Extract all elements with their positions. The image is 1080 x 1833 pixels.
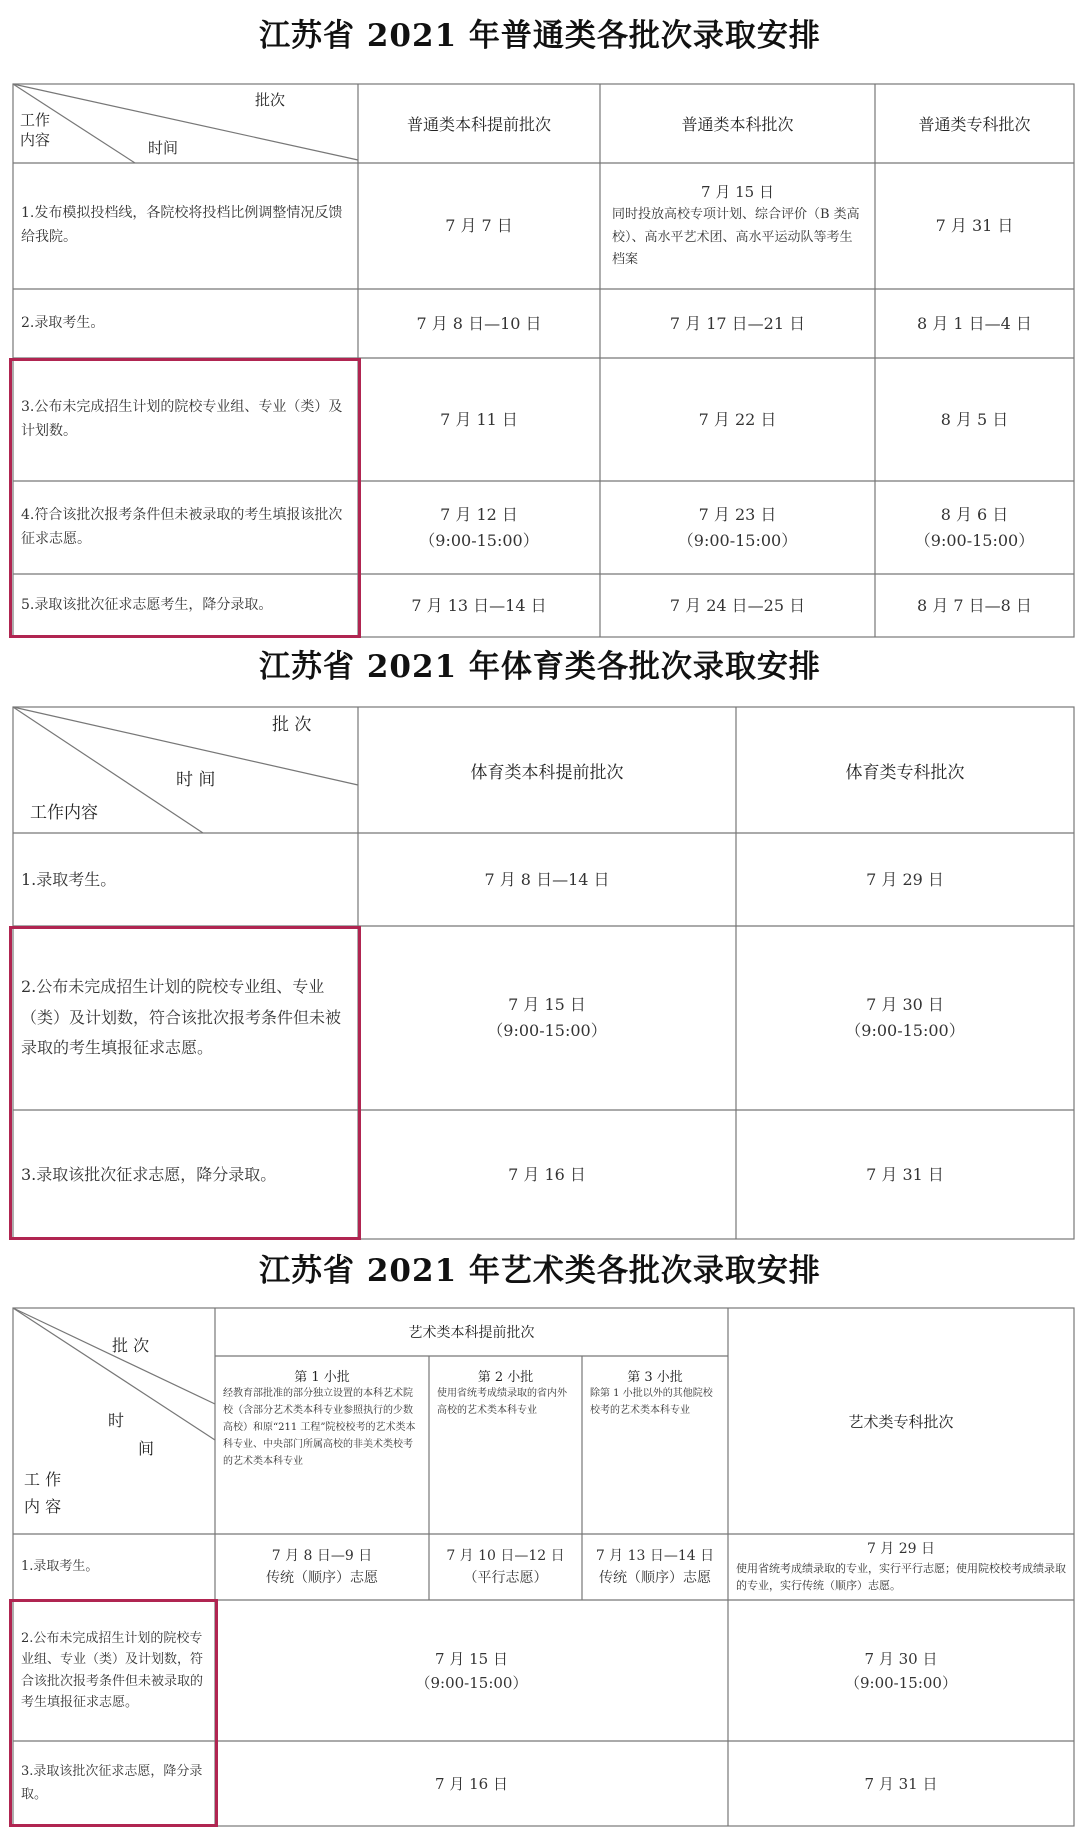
- t1-corner-work: 工作 内容: [20, 111, 51, 149]
- t2-header-zk: 体育类专科批次: [845, 762, 965, 783]
- t1-row3-c2: 7 月 22 日: [698, 409, 777, 429]
- t1-row1-c3: 7 月 31 日: [935, 216, 1014, 236]
- t3-row3-work: 3.录取该批次征求志愿，降分录取。: [21, 1764, 203, 1802]
- t3-corner-work1: 工 作: [24, 1470, 62, 1489]
- t1-header-bk-early: 普通类本科提前批次: [406, 115, 551, 134]
- t2-row3-c2: 7 月 31 日: [866, 1164, 944, 1184]
- t3-sub1-desc: 经教育部批准的部分独立设置的本科艺术院校（含部分艺术类本科专业参照执行的少数高校）和原“211 工程”院校校考的艺术类本科专业、中央部门所属高校的非美术类校考的艺术类本科专业: [223, 1388, 416, 1467]
- t1-corner-time: 时间: [148, 139, 179, 157]
- t1-row4-c1-date: 7 月 12 日: [440, 504, 518, 524]
- t2-row3-work: 3.录取该批次征求志愿，降分录取。: [21, 1164, 277, 1184]
- t1-row4-c3-date: 8 月 6 日: [940, 504, 1009, 524]
- t1-row4-c2: [600, 481, 875, 574]
- t3-row2-work: 2.公布未完成招生计划的院校专业组、专业（类）及计划数，符合该批次报考条件但未被录取的考生填报征求志愿。: [21, 1630, 204, 1710]
- t1-row1-c1: 7 月 7 日: [445, 216, 513, 236]
- t3-sub2-desc: 使用省统考成绩录取的省内外高校的艺术类本科专业: [437, 1388, 567, 1416]
- t2-corner-time: 时 间: [176, 770, 216, 790]
- t1-row4-work: 4.符合该批次报考条件但未被录取的考生填报该批次征求志愿。: [21, 506, 343, 547]
- t2-row1-c2: 7 月 29 日: [866, 869, 944, 889]
- t3-sub2-header: [429, 1356, 582, 1534]
- t3-row2-c1-time: （9:00-15:00）: [415, 1673, 528, 1692]
- t1-row2-c3: 8 月 1 日—4 日: [917, 313, 1032, 333]
- t2-row3-c1: 7 月 16 日: [508, 1164, 586, 1184]
- t2-row2-c1-time: （9:00-15:00）: [487, 1021, 607, 1040]
- t3-header-zk: 艺术类专科批次: [848, 1412, 954, 1431]
- t1-row5-c3: 8 月 7 日—8 日: [917, 595, 1032, 615]
- t3-corner-time1: 时: [108, 1411, 125, 1430]
- t3-row1-s1-note: 传统（顺序）志愿: [266, 1570, 378, 1586]
- t2-row2-c2-time: （9:00-15:00）: [845, 1021, 965, 1040]
- t3-row3-c1: 7 月 16 日: [435, 1774, 508, 1793]
- t3-corner-time2: 间: [138, 1439, 155, 1458]
- t1-row2-c2: 7 月 17 日—21 日: [669, 313, 806, 333]
- t3-header-bk-early: 艺术类本科提前批次: [408, 1325, 535, 1341]
- t2-row2-work: 2.公布未完成招生计划的院校专业组、专业（类）及计划数，符合该批次报考条件但未被录取的考生填报征求志愿。: [21, 977, 342, 1058]
- t2-corner-batch: 批 次: [272, 715, 312, 735]
- t1-row4-c1: [358, 481, 600, 574]
- t2-row2-c1: [358, 926, 736, 1110]
- t3-row3-c2: 7 月 31 日: [864, 1774, 938, 1793]
- t3-row2-c2-date: 7 月 30 日: [864, 1649, 938, 1668]
- t3-row1-work: 1.录取考生。: [21, 1558, 99, 1574]
- t3-row1-s2: [429, 1534, 582, 1600]
- t1-row4-c3-time: （9:00-15:00）: [914, 530, 1035, 550]
- t2-row2-c2: [736, 926, 1074, 1110]
- t1-row5-work: 5.录取该批次征求志愿考生，降分录取。: [21, 596, 273, 613]
- t3-sub1-header: [215, 1356, 429, 1534]
- t1-highlight-box: [9, 358, 361, 638]
- t3-row1-s1-date: 7 月 8 日—9 日: [271, 1547, 373, 1564]
- t2-row1-work: 1.录取考生。: [21, 869, 117, 889]
- t2-header-bk-early: 体育类本科提前批次: [470, 762, 624, 783]
- t2-row1-c1: 7 月 8 日—14 日: [484, 869, 610, 889]
- t3-row2-c1: [215, 1600, 728, 1741]
- t3-row1-zk: [728, 1534, 1074, 1600]
- t3-row2-c2: [728, 1600, 1074, 1741]
- t3-corner-work2: 内 容: [24, 1497, 62, 1516]
- t2-corner-work: 工作内容: [30, 803, 98, 823]
- table2-title: 江苏省 2021 年体育类各批次录取安排: [259, 649, 821, 685]
- t3-row2-c1-date: 7 月 15 日: [435, 1649, 508, 1668]
- table1-title: 江苏省 2021 年普通类各批次录取安排: [259, 18, 821, 54]
- t2-highlight-box: [9, 926, 361, 1240]
- t3-row1-s3: [582, 1534, 728, 1600]
- t1-row1-work: 1.发布模拟投档线，各院校将投档比例调整情况反馈给我院。: [21, 205, 343, 245]
- t1-row1-c2-date: 7 月 15 日: [701, 182, 774, 201]
- t1-row2-work: 2.录取考生。: [21, 314, 105, 331]
- t1-row3-c3: 8 月 5 日: [940, 409, 1009, 429]
- t1-row2-c1: 7 月 8 日—10 日: [416, 313, 542, 333]
- t3-corner-batch: 批 次: [112, 1336, 150, 1355]
- t3-highlight-box: [9, 1599, 218, 1827]
- t3-sub3-desc: 除第 1 小批以外的其他院校校考的艺术类本科专业: [590, 1388, 713, 1416]
- t3-row1-s2-note: （平行志愿）: [463, 1570, 548, 1586]
- t1-row3-work: 3.公布未完成招生计划的院校专业组、专业（类）及计划数。: [21, 398, 343, 439]
- t1-row4-c3: [875, 481, 1074, 574]
- t1-row5-c1: 7 月 13 日—14 日: [411, 595, 547, 615]
- t1-row4-c2-time: （9:00-15:00）: [677, 530, 798, 550]
- t1-row4-c1-time: （9:00-15:00）: [419, 530, 539, 550]
- t1-row5-c2: 7 月 24 日—25 日: [669, 595, 806, 615]
- t1-header-zk: 普通类专科批次: [918, 115, 1031, 134]
- t3-row2-c2-time: （9:00-15:00）: [845, 1673, 957, 1692]
- t3-row1-s3-date: 7 月 13 日—14 日: [595, 1547, 715, 1564]
- t1-row4-c2-date: 7 月 23 日: [698, 504, 777, 524]
- t3-row1-s3-note: 传统（顺序）志愿: [599, 1570, 711, 1586]
- table3-title: 江苏省 2021 年艺术类各批次录取安排: [259, 1253, 821, 1289]
- t3-row1-zk-note: 使用省统考成绩录取的专业，实行平行志愿；使用院校校考成绩录取的专业，实行传统（顺序）志愿。: [736, 1561, 1066, 1592]
- t1-corner-batch: 批次: [255, 91, 286, 109]
- t3-sub3-header: [582, 1356, 728, 1534]
- t2-row2-c1-date: 7 月 15 日: [508, 995, 586, 1015]
- t1-row3-c1: 7 月 11 日: [440, 409, 518, 429]
- t1-row1-c2: [600, 163, 875, 289]
- t3-sub2-name: 第 2 小批: [477, 1370, 534, 1385]
- t3-sub1-name: 第 1 小批: [294, 1370, 350, 1385]
- t2-row2-c2-date: 7 月 30 日: [866, 995, 944, 1015]
- t1-header-bk: 普通类本科批次: [681, 115, 794, 134]
- t3-row1-s1: [215, 1534, 429, 1600]
- t3-row1-zk-date: 7 月 29 日: [866, 1541, 936, 1558]
- t3-sub3-name: 第 3 小批: [627, 1370, 683, 1385]
- t1-row1-c2-note: 同时投放高校专项计划、综合评价（B 类高校）、高水平艺术团、高水平运动队等考生档案: [612, 206, 860, 268]
- t3-row1-s2-date: 7 月 10 日—12 日: [446, 1547, 565, 1564]
